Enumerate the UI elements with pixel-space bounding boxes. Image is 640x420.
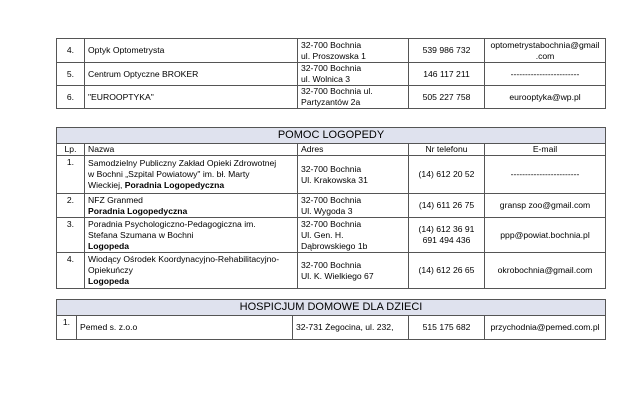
- hospicjum-table: [56, 299, 606, 340]
- table-row: [57, 218, 606, 253]
- table-row: [57, 316, 606, 340]
- table-row: [57, 86, 606, 109]
- section-title: HOSPICJUM DOMOWE DLA DZIECI: [57, 300, 606, 316]
- address-line: Ul. Gen. H.: [301, 229, 344, 240]
- row-address: [298, 194, 409, 218]
- table-row: [57, 194, 606, 218]
- header-email: E-mail: [485, 144, 606, 156]
- name-line: [88, 180, 294, 191]
- table-row: [57, 63, 606, 86]
- row-address: [298, 63, 409, 86]
- header-row: [57, 144, 606, 156]
- row-email[interactable]: przychodnia@pemed.com.pl: [485, 316, 606, 340]
- address-line: 32-700 Bochnia ul.: [301, 86, 373, 96]
- row-email: ------------------------: [485, 156, 606, 194]
- name-line: [88, 276, 294, 287]
- row-phone: [409, 218, 485, 253]
- row-lp: 2.: [57, 194, 85, 218]
- row-address: [298, 86, 409, 109]
- row-name: Optyk Optometrysta: [85, 39, 298, 63]
- row-name: "EUROOPTYKA": [85, 86, 298, 109]
- optyk-table: [56, 38, 606, 109]
- row-lp: 1.: [57, 316, 77, 340]
- row-address: [298, 156, 409, 194]
- row-phone: (14) 612 26 65: [409, 253, 485, 289]
- row-address: 32-731 Żegocina, ul. 232,: [293, 316, 409, 340]
- name-line: [88, 206, 294, 217]
- row-address: [298, 253, 409, 289]
- header-address: Adres: [298, 144, 409, 156]
- row-name: Pemed s. z.o.o: [77, 316, 293, 340]
- name-line: Wiodący Ośrodek Koordynacyjno-Rehabilitacyjno-: [88, 254, 280, 264]
- row-email: ------------------------: [485, 63, 606, 86]
- section-title: POMOC LOGOPEDY: [57, 128, 606, 144]
- row-phone: (14) 612 20 52: [409, 156, 485, 194]
- row-name: [85, 218, 298, 253]
- table-row: [57, 253, 606, 289]
- phone-line: (14) 612 36 91: [418, 224, 475, 234]
- row-email[interactable]: ppp@powiat.bochnia.pl: [485, 218, 606, 253]
- phone-line: 691 494 436: [422, 235, 471, 245]
- name-line: [88, 241, 294, 252]
- row-phone: 505 227 758: [409, 86, 485, 109]
- table-row: [57, 39, 606, 63]
- address-line: ul. Proszowska 1: [301, 50, 366, 61]
- row-email[interactable]: eurooptyka@wp.pl: [485, 86, 606, 109]
- header-name: Nazwa: [85, 144, 298, 156]
- logopeda-table: [56, 127, 606, 289]
- address-line: 32-700 Bochnia: [301, 259, 362, 270]
- row-name: [85, 156, 298, 194]
- row-name: [85, 194, 298, 218]
- name-bold: Logopeda: [88, 240, 130, 251]
- row-email[interactable]: okrobochnia@gmail.com: [485, 253, 606, 289]
- row-lp: 1.: [57, 156, 85, 194]
- row-address: [298, 218, 409, 253]
- address-line: Ul. Wygoda 3: [301, 205, 353, 216]
- address-line: 32-700 Bochnia: [301, 39, 362, 50]
- name-line: NFZ Granmed: [88, 194, 143, 205]
- table-row: [57, 156, 606, 194]
- address-line: 32-700 Bochnia: [301, 218, 362, 229]
- name-line: Samodzielny Publiczny Zakład Opieki Zdrowotnej: [88, 158, 277, 168]
- email-link[interactable]: optometrystabochnia@gmail: [490, 39, 600, 50]
- name-line: w Bochni „Szpital Powiatowy" im. bł. Marty: [88, 169, 250, 179]
- row-lp: 3.: [57, 218, 85, 253]
- name-bold: Poradnia Logopedyczna: [124, 180, 225, 190]
- name-line: Opiekuńczy: [88, 265, 133, 275]
- address-line: ul. Wolnica 3: [301, 74, 351, 84]
- row-lp: 4.: [57, 253, 85, 289]
- row-lp: 5.: [57, 63, 85, 86]
- name-bold: Poradnia Logopedyczna: [88, 205, 188, 216]
- name-line: Stefana Szumana w Bochni: [88, 229, 194, 240]
- name-bold: Logopeda: [88, 276, 130, 286]
- address-line: Ul. Krakowska 31: [301, 174, 368, 185]
- name-part: Wieckiej,: [88, 180, 123, 190]
- address-line: 32-700 Bochnia: [301, 194, 362, 205]
- email-line: .com: [535, 50, 555, 61]
- address-line: 32-700 Bochnia: [301, 163, 362, 174]
- address-line: Dąbrowskiego 1b: [301, 240, 368, 251]
- row-phone: 539 986 732: [409, 39, 485, 63]
- address-line: Ul. K. Wielkiego 67: [301, 270, 374, 281]
- row-phone: (14) 611 26 75: [409, 194, 485, 218]
- header-lp: Lp.: [57, 144, 85, 156]
- header-phone: Nr telefonu: [409, 144, 485, 156]
- address-line: Partyzantów 2a: [301, 97, 361, 107]
- row-address: [298, 39, 409, 63]
- row-email: [485, 39, 606, 63]
- row-email[interactable]: gransp zoo@gmail.com: [485, 194, 606, 218]
- name-line: Poradnia Psychologiczno-Pedagogiczna im.: [88, 218, 256, 229]
- row-name: Centrum Optyczne BROKER: [85, 63, 298, 86]
- row-phone: 146 117 211: [409, 63, 485, 86]
- row-phone: 515 175 682: [409, 316, 485, 340]
- address-line: 32-700 Bochnia: [301, 63, 362, 73]
- row-name: [85, 253, 298, 289]
- row-lp: 4.: [57, 39, 85, 63]
- row-lp: 6.: [57, 86, 85, 109]
